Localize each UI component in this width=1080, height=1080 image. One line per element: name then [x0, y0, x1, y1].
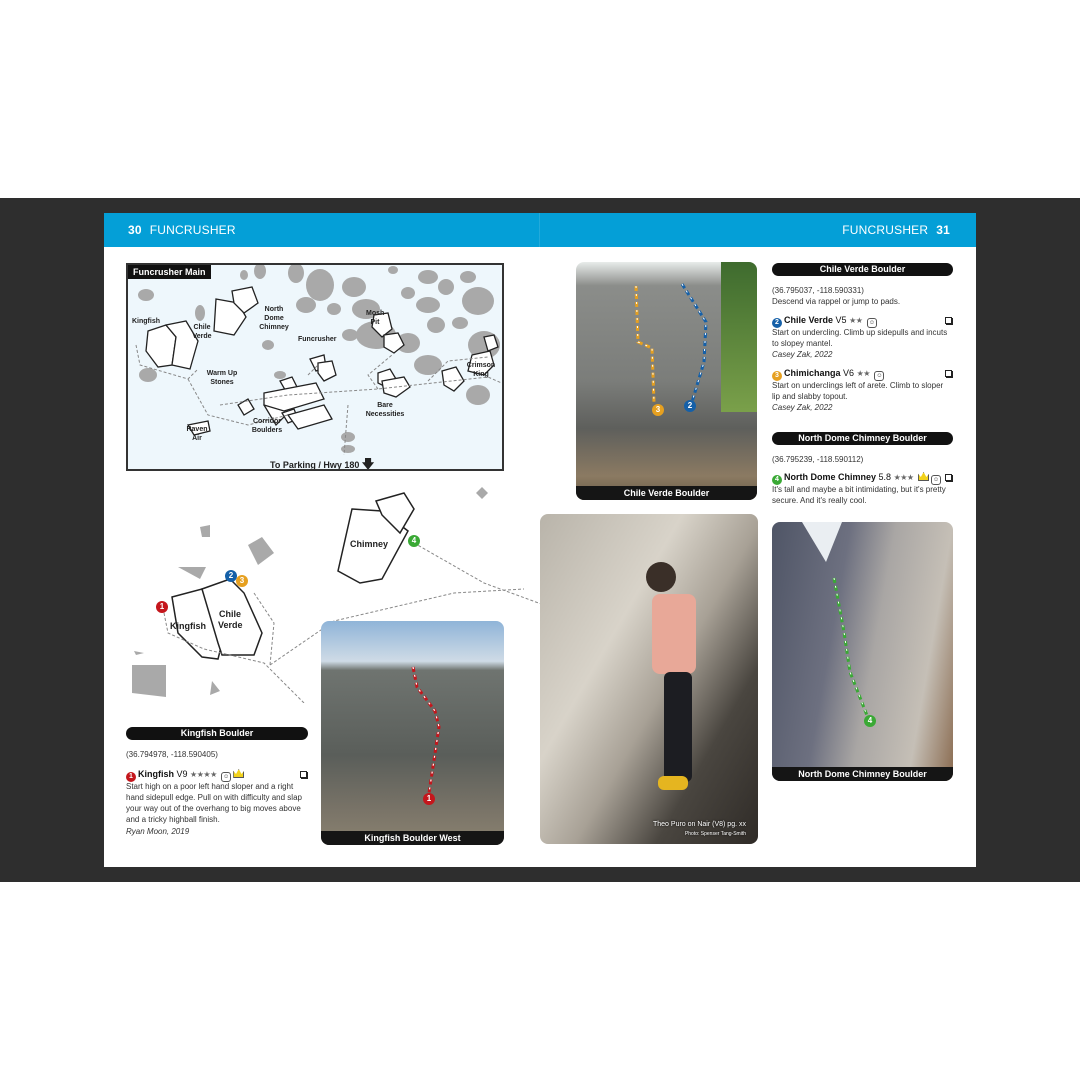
route-name: North Dome Chimney: [784, 472, 877, 482]
route-description: It's tall and maybe a bit intimidating, but it's pretty secure. And it's really cool.: [772, 485, 946, 505]
climber-shoes: [658, 776, 688, 790]
crown-icon: [918, 472, 929, 481]
chile-verde-descent: Descend via rappel or jump to pads.: [772, 297, 901, 306]
route-grade: V6: [843, 368, 855, 378]
scary-face-icon: ☺: [223, 774, 230, 780]
detail-label-chile-verde: Chile Verde: [218, 609, 243, 630]
header-right: [842, 223, 950, 237]
route-badge-3: 3: [236, 575, 248, 587]
photo-north-dome-chimney-boulder: [772, 522, 953, 781]
arrow-down-icon: 🡇: [361, 457, 375, 471]
route-line-1: [321, 621, 504, 845]
north-dome-coords: (36.795239, -118.590112): [772, 455, 864, 464]
photo-credit: Photo: Spenser Tang-Smith: [684, 831, 746, 837]
map-title: Funcrusher Main: [128, 265, 211, 279]
guidebook-spread: [104, 213, 976, 867]
photo-caption: Chile Verde Boulder: [576, 486, 757, 500]
route-grade: V9: [176, 769, 188, 779]
tick-checkbox-north-dome[interactable]: [945, 474, 952, 481]
photo-chile-verde-boulder: [576, 262, 757, 500]
map-label-warm-up-stones: Warm Up Stones: [206, 370, 238, 386]
chapter-title-right: FUNCRUSHER: [842, 223, 929, 237]
route-badge-1: 1: [156, 601, 168, 613]
route-number: 2: [772, 318, 782, 328]
first-ascent: Casey Zak, 2022: [772, 403, 833, 412]
page-number-left: 30: [128, 223, 142, 237]
route-number: 4: [772, 475, 782, 485]
route-description: Start high on a poor left hand sloper and a right hand sidepull edge. Pull on with difficulty and slap your way out of the overhang to big moves above and a tricky highball finish.: [126, 782, 302, 824]
scary-face-icon: ☺: [933, 477, 940, 483]
parking-label: To Parking / Hwy 180: [270, 460, 360, 470]
route-grade: V5: [835, 315, 847, 325]
star-rating: ★★: [849, 316, 863, 325]
route-description: Start on undercling. Climb up sidepulls and incuts to slopey mantel.: [772, 328, 948, 348]
header-left: [128, 223, 236, 237]
map-label-funcrusher: Funcrusher: [298, 336, 337, 343]
tick-checkbox-chile-verde[interactable]: [945, 317, 952, 324]
gutter: [539, 213, 540, 247]
route-grade: 5.8: [878, 472, 892, 482]
route-name: Kingfish: [138, 769, 174, 779]
climber-pants: [664, 672, 692, 782]
map-label-north-dome-chimney: North Dome Chimney: [259, 306, 289, 331]
map-label-mosh-pit: Mosh Pit: [366, 310, 385, 326]
photo-kingfish-boulder-west: [321, 621, 504, 845]
scary-face-icon: ☺: [876, 373, 883, 379]
route-name: Chimichanga: [784, 368, 841, 378]
photo-caption-line1: Theo Puro on Nair (V8) pg. xx: [653, 821, 746, 828]
crown-icon: [233, 769, 244, 778]
tick-checkbox-chimichanga[interactable]: [945, 370, 952, 377]
scary-face-icon: ☺: [868, 320, 875, 326]
photo-caption: North Dome Chimney Boulder: [772, 767, 953, 781]
route-badge-2: 2: [225, 570, 237, 582]
photo-route-badge-3: 3: [652, 404, 664, 416]
star-rating: ★★★★: [190, 770, 217, 779]
climber-shirt: [652, 594, 696, 674]
first-ascent: Casey Zak, 2022: [772, 350, 833, 359]
route-number: 1: [126, 772, 136, 782]
star-rating: ★★: [856, 369, 870, 378]
climber-head: [646, 562, 676, 592]
star-rating: ★★★: [893, 473, 914, 482]
photo-action-climber: [540, 514, 758, 844]
chapter-title-left: FUNCRUSHER: [149, 223, 236, 237]
north-dome-boulder-title: North Dome Chimney Boulder: [772, 432, 953, 445]
overview-map: [126, 263, 504, 471]
route-lines-2-3: [576, 262, 757, 500]
map-label-corridor-boulders: Corridor Boulders: [251, 418, 283, 434]
route-line-4: [772, 522, 953, 781]
map-label-bare-necessities: Bare Necessities: [365, 402, 405, 418]
detail-label-kingfish: Kingfish: [170, 621, 206, 631]
tick-checkbox-kingfish[interactable]: [300, 771, 307, 778]
route-description: Start on underclings left of arete. Climb to sloper lip and slabby topout.: [772, 381, 944, 401]
route-number: 3: [772, 371, 782, 381]
parking-direction: [270, 455, 374, 471]
photo-route-badge-1: 1: [423, 793, 435, 805]
route-badge-4: 4: [408, 535, 420, 547]
photo-route-badge-2: 2: [684, 400, 696, 412]
first-ascent: Ryan Moon, 2019: [126, 827, 190, 836]
page-number-right: 31: [936, 223, 950, 237]
map-label-crimson-king: Crimson King: [466, 362, 496, 378]
chile-verde-coords: (36.795037, -118.590331): [772, 286, 864, 295]
photo-caption: Kingfish Boulder West: [321, 831, 504, 845]
kingfish-boulder-title: Kingfish Boulder: [126, 727, 308, 740]
detail-label-chimney: Chimney: [350, 539, 389, 549]
map-label-raven-air: Raven Air: [186, 426, 208, 442]
map-label-chile-verde: Chile Verde: [192, 324, 212, 340]
kingfish-coords: (36.794978, -118.590405): [126, 750, 218, 759]
map-label-kingfish: Kingfish: [132, 318, 160, 325]
chile-verde-boulder-title: Chile Verde Boulder: [772, 263, 953, 276]
page-header: [104, 213, 976, 247]
route-name: Chile Verde: [784, 315, 834, 325]
photo-route-badge-4: 4: [864, 715, 876, 727]
